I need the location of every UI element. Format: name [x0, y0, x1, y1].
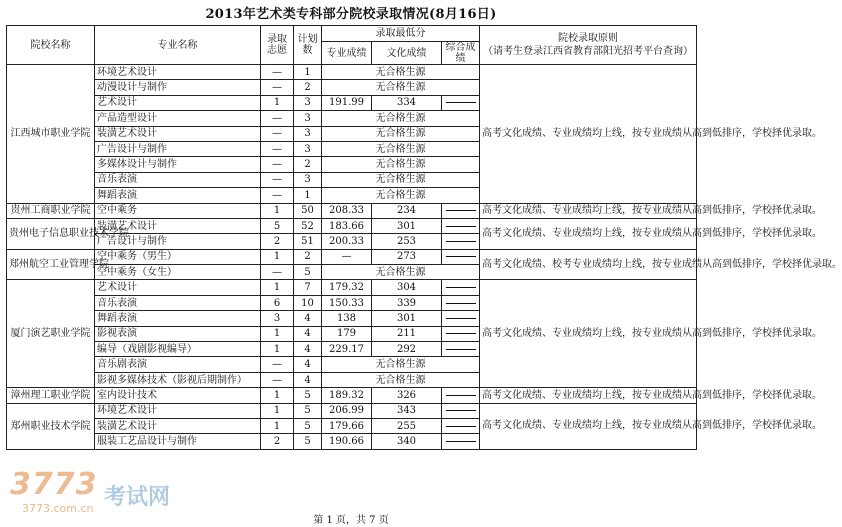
composite-score-cell [442, 234, 480, 249]
plan-count-cell: 50 [294, 203, 322, 218]
plan-count-cell: 4 [294, 311, 322, 326]
volunteer-cell: — [261, 265, 294, 280]
plan-count-cell: 2 [294, 157, 322, 172]
header-prof: 专业成绩 [322, 42, 372, 65]
header-min-score: 录取最低分 [322, 26, 480, 42]
table-row [7, 403, 697, 418]
school-name-cell: 厦门演艺职业学院 [7, 280, 95, 388]
header-principle [480, 26, 697, 65]
dash-mark [446, 210, 476, 211]
major-name-cell: 多媒体设计与制作 [95, 157, 261, 172]
no-qualified-cell: 无合格生源 [322, 357, 480, 372]
culture-score-cell: 211 [372, 326, 442, 341]
prof-score-cell: 206.99 [322, 403, 372, 418]
plan-count-cell: 2 [294, 80, 322, 95]
no-qualified-cell: 无合格生源 [322, 80, 480, 95]
plan-count-cell: 5 [294, 403, 322, 418]
watermark-brand-cn: 考试网 [104, 485, 171, 510]
volunteer-cell: — [261, 157, 294, 172]
prof-score-cell: 150.33 [322, 295, 372, 310]
composite-score-cell [442, 388, 480, 403]
dash-mark [446, 410, 476, 411]
composite-score-cell [442, 342, 480, 357]
prof-score-cell: 190.66 [322, 434, 372, 449]
composite-score-cell [442, 203, 480, 218]
volunteer-cell: 6 [261, 295, 294, 310]
prof-score-cell: 229.17 [322, 342, 372, 357]
culture-score-cell: 339 [372, 295, 442, 310]
composite-score-cell [442, 434, 480, 449]
culture-score-cell: 340 [372, 434, 442, 449]
plan-count-cell: 3 [294, 126, 322, 141]
watermark-brand: 3773 [10, 467, 98, 502]
culture-score-cell: 326 [372, 388, 442, 403]
prof-score-cell: 179.66 [322, 418, 372, 433]
major-name-cell: 动漫设计与制作 [95, 80, 261, 95]
major-name-cell: 音乐表演 [95, 295, 261, 310]
volunteer-cell: 2 [261, 434, 294, 449]
admission-principle-cell: 高考文化成绩、专业成绩均上线，按专业成绩从高到低排序，学校择优录取。 [480, 388, 697, 403]
school-name-cell: 郑州航空工业管理学院 [7, 249, 95, 280]
plan-count-cell: 52 [294, 218, 322, 233]
major-name-cell: 广告设计与制作 [95, 141, 261, 156]
school-name-cell: 贵州工商职业学院 [7, 203, 95, 218]
table-body [7, 65, 842, 450]
culture-score-cell: 292 [372, 342, 442, 357]
dash-mark [446, 102, 476, 103]
no-qualified-cell: 无合格生源 [322, 265, 480, 280]
volunteer-cell: 1 [261, 388, 294, 403]
prof-score-cell: 179 [322, 326, 372, 341]
composite-score-cell [442, 326, 480, 341]
header-principle-note: （请考生登录江西省教育部阳光招考平台查询） [483, 46, 694, 57]
major-name-cell: 影视多媒体技术（影视后期制作） [95, 372, 261, 387]
major-name-cell: 舞蹈表演 [95, 188, 261, 203]
volunteer-cell: — [261, 372, 294, 387]
plan-count-cell: 5 [294, 388, 322, 403]
plan-count-cell: 3 [294, 95, 322, 110]
dash-mark [446, 426, 476, 427]
admission-principle-cell: 高考文化成绩、校考专业成绩均上线，按专业成绩从高到低排序，学校择优录取。 [480, 249, 697, 280]
prof-score-cell: 183.66 [322, 218, 372, 233]
page-title: 2013年艺术类专科部分院校录取情况(8月16日) [205, 7, 497, 22]
no-qualified-cell: 无合格生源 [322, 141, 480, 156]
plan-count-cell: 4 [294, 357, 322, 372]
culture-score-cell: 343 [372, 403, 442, 418]
school-name-cell: 郑州职业技术学院 [7, 403, 95, 449]
admission-principle-cell: 高考文化成绩、专业成绩均上线，按专业成绩从高到低排序，学校择优录取。 [480, 403, 697, 449]
prof-score-cell: 189.32 [322, 388, 372, 403]
plan-count-cell: 51 [294, 234, 322, 249]
major-name-cell: 广告设计与制作 [95, 234, 261, 249]
volunteer-cell: 2 [261, 234, 294, 249]
composite-score-cell [442, 311, 480, 326]
header-volunteer: 录取志愿 [261, 26, 294, 65]
table-row [7, 388, 697, 403]
plan-count-cell: 4 [294, 342, 322, 357]
header-school: 院校名称 [7, 26, 95, 65]
major-name-cell: 舞蹈表演 [95, 311, 261, 326]
volunteer-cell: 1 [261, 403, 294, 418]
culture-score-cell: 301 [372, 218, 442, 233]
prof-score-cell: — [322, 249, 372, 264]
volunteer-cell: — [261, 111, 294, 126]
plan-count-cell: 3 [294, 111, 322, 126]
dash-mark [446, 226, 476, 227]
plan-count-cell: 4 [294, 372, 322, 387]
volunteer-cell: — [261, 357, 294, 372]
culture-score-cell: 255 [372, 418, 442, 433]
admission-principle-cell: 高考文化成绩、专业成绩均上线，按专业成绩从高到低排序，学校择优录取。 [480, 280, 697, 388]
composite-score-cell [442, 218, 480, 233]
major-name-cell: 艺术设计 [95, 280, 261, 295]
school-name-cell: 贵州电子信息职业技术学院 [7, 218, 95, 249]
school-name-cell: 漳州理工职业学院 [7, 388, 95, 403]
dash-mark [446, 395, 476, 396]
no-qualified-cell: 无合格生源 [322, 372, 480, 387]
culture-score-cell: 304 [372, 280, 442, 295]
composite-score-cell [442, 249, 480, 264]
watermark-domain: 3773.com.cn [22, 502, 94, 515]
plan-count-cell: 1 [294, 65, 322, 80]
volunteer-cell: 5 [261, 218, 294, 233]
major-name-cell: 音乐剧表演 [95, 357, 261, 372]
prof-score-cell: 191.99 [322, 95, 372, 110]
admission-principle-cell: 高考文化成绩、专业成绩均上线，按专业成绩从高到低排序，学校择优录取。 [480, 65, 697, 204]
volunteer-cell: — [261, 65, 294, 80]
no-qualified-cell: 无合格生源 [322, 111, 480, 126]
plan-count-cell: 4 [294, 326, 322, 341]
plan-count-cell: 3 [294, 141, 322, 156]
header-plan: 计划数 [294, 26, 322, 65]
major-name-cell: 艺术设计 [95, 95, 261, 110]
major-name-cell: 影视表演 [95, 326, 261, 341]
dash-mark [446, 303, 476, 304]
composite-score-cell [442, 418, 480, 433]
volunteer-cell: 1 [261, 418, 294, 433]
major-name-cell: 装潢艺术设计 [95, 126, 261, 141]
dash-mark [446, 318, 476, 319]
admission-principle-cell: 高考文化成绩、专业成绩均上线，按专业成绩从高到低排序，学校择优录取。 [480, 218, 697, 249]
major-name-cell: 空中乘务（男生） [95, 249, 261, 264]
composite-score-cell [442, 403, 480, 418]
header-major: 专业名称 [95, 26, 261, 65]
major-name-cell: 环境艺术设计 [95, 65, 261, 80]
plan-count-cell: 5 [294, 265, 322, 280]
no-qualified-cell: 无合格生源 [322, 172, 480, 187]
dash-mark [446, 287, 476, 288]
major-name-cell: 室内设计技术 [95, 388, 261, 403]
prof-score-cell: 138 [322, 311, 372, 326]
major-name-cell: 空中乘务 [95, 203, 261, 218]
major-name-cell: 音乐表演 [95, 172, 261, 187]
page-footer: 第 1 页，共 7 页 [313, 515, 389, 526]
volunteer-cell: 1 [261, 280, 294, 295]
dash-mark [446, 441, 476, 442]
major-name-cell: 编导（戏剧影视编导） [95, 342, 261, 357]
no-qualified-cell: 无合格生源 [322, 65, 480, 80]
plan-count-cell: 7 [294, 280, 322, 295]
plan-count-cell: 2 [294, 249, 322, 264]
table-row [7, 280, 697, 295]
header-culture: 文化成绩 [372, 42, 442, 65]
composite-score-cell [442, 295, 480, 310]
admission-principle-cell: 高考文化成绩、专业成绩均上线，按专业成绩从高到低排序，学校择优录取。 [480, 203, 697, 218]
table-row [7, 203, 697, 218]
plan-count-cell: 1 [294, 188, 322, 203]
no-qualified-cell: 无合格生源 [322, 126, 480, 141]
plan-count-cell: 10 [294, 295, 322, 310]
volunteer-cell: 1 [261, 342, 294, 357]
plan-count-cell: 3 [294, 172, 322, 187]
major-name-cell: 环境艺术设计 [95, 403, 261, 418]
table-row [7, 249, 697, 264]
major-name-cell: 空中乘务（女生） [95, 265, 261, 280]
table-row [7, 65, 697, 80]
header-principle-title: 院校录取原则 [558, 33, 619, 44]
dash-mark [446, 349, 476, 350]
volunteer-cell: 1 [261, 326, 294, 341]
admission-table [6, 25, 842, 450]
culture-score-cell: 334 [372, 95, 442, 110]
plan-count-cell: 5 [294, 434, 322, 449]
composite-score-cell [442, 95, 480, 110]
culture-score-cell: 273 [372, 249, 442, 264]
header-composite: 综合成绩 [442, 42, 480, 65]
volunteer-cell: 1 [261, 249, 294, 264]
composite-score-cell [442, 280, 480, 295]
culture-score-cell: 301 [372, 311, 442, 326]
prof-score-cell: 208.33 [322, 203, 372, 218]
major-name-cell: 产品造型设计 [95, 111, 261, 126]
no-qualified-cell: 无合格生源 [322, 188, 480, 203]
major-name-cell: 服装工艺品设计与制作 [95, 434, 261, 449]
prof-score-cell: 200.33 [322, 234, 372, 249]
major-name-cell: 装潢艺术设计 [95, 418, 261, 433]
plan-count-cell: 5 [294, 418, 322, 433]
dash-mark [446, 333, 476, 334]
table-row [7, 218, 697, 233]
culture-score-cell: 234 [372, 203, 442, 218]
volunteer-cell: — [261, 141, 294, 156]
watermark-logo [10, 467, 98, 502]
volunteer-cell: — [261, 188, 294, 203]
major-name-cell: 装潢艺术设计 [95, 218, 261, 233]
volunteer-cell: — [261, 172, 294, 187]
no-qualified-cell: 无合格生源 [322, 157, 480, 172]
prof-score-cell: 179.32 [322, 280, 372, 295]
volunteer-cell: — [261, 126, 294, 141]
school-name-cell: 江西城市职业学院 [7, 65, 95, 204]
dash-mark [446, 241, 476, 242]
volunteer-cell: 1 [261, 203, 294, 218]
volunteer-cell: — [261, 80, 294, 95]
dash-mark [446, 256, 476, 257]
volunteer-cell: 3 [261, 311, 294, 326]
volunteer-cell: 1 [261, 95, 294, 110]
culture-score-cell: 253 [372, 234, 442, 249]
